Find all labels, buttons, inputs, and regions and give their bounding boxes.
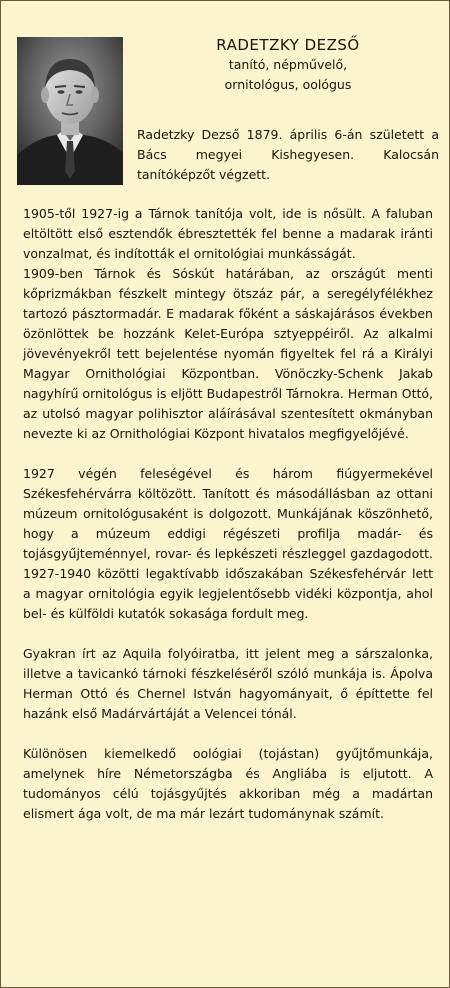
paragraph-szekesfehervar: 1927 végén feleségével és három fiúgyermekével Székesfehérvárra költözött. Tanított és másodállásban az ottani múzeum ornitológusaként is dolgozott. Munkájának köszönhető, hogy a múzeum eddigi régészeti profilja madár- és tojásgyűjteménnyel, rovar- és lepkészeti részleggel gazdagodott. 1927-1940 közötti legaktívabb időszakában Székesfehérvár lett a magyar ornitológia egyik legjelentősebb vidéki központja, ahol bel- és külföldi kutatók sokasága fordult meg. bbox=[23, 466, 433, 621]
intro-text: Radetzky Dezső 1879. április 6-án született a Bács megyei Kishegyesen. Kalocsán tanítóképzőt végzett. bbox=[137, 127, 439, 182]
header bbox=[137, 35, 439, 95]
paragraph-tarnok-teacher: 1905-től 1927-ig a Tárnok tanítója volt, ide is nősült. A faluban eltöltött első esztendők ébresztették fel benne a madarak iránti vonzalmat, és indították el ornitológiai munkásságát. bbox=[23, 206, 433, 261]
person-name: RADETZKY DEZSŐ bbox=[216, 36, 360, 54]
portrait-photo bbox=[17, 37, 123, 185]
biography-body bbox=[23, 204, 433, 844]
role-line-1: tanító, népművelő, bbox=[228, 57, 348, 72]
paragraph-pasztormadar: 1909-ben Tárnok és Sóskút határában, az országút menti kőprizmákban fészkelt mintegy ötszáz pár, a seregélyfélékhez tartozó pásztormadár. E madarak főként a sáskajárásos években özönlöttek be hozzánk Kelet-Európa sztyeppéiről. Az alkalmi jövevényekről tett bejelentése nyomán figyeltek fel rá a Királyi Magyar Ornithológiai Központban. Vönöczky-Schenk Jakab nagyhírű ornitológus is eljött Budapestről Tárnokra. Herman Ottó, az utolsó magyar polihisztor aláírásával szentesített okmányban nevezte ki az Ornithológiai Központ hivatalos megfigyelőjévé. bbox=[23, 266, 433, 441]
paragraph-aquila: Gyakran írt az Aquila folyóiratba, itt jelent meg a sárszalonka, illetve a tavicankó tárnoki fészkeléséről szóló munkája is. Ápolva Herman Ottó és Chernel István hagyományait, ő építtette fel hazánk első Madárvártáját a Velencei tónál. bbox=[23, 646, 433, 721]
paragraph-oologia: Különösen kiemelkedő oológiai (tojástan) gyűjtőmunkája, amelynek híre Németországba és Angliába is eljutott. A tudományos célú tojásgyűjtés akkoriban még a madártan elismert ága volt, de ma már lezárt tudománynak számít. bbox=[23, 746, 433, 821]
portrait-image bbox=[17, 37, 123, 185]
role-line-2: ornitológus, oológus bbox=[224, 77, 352, 92]
